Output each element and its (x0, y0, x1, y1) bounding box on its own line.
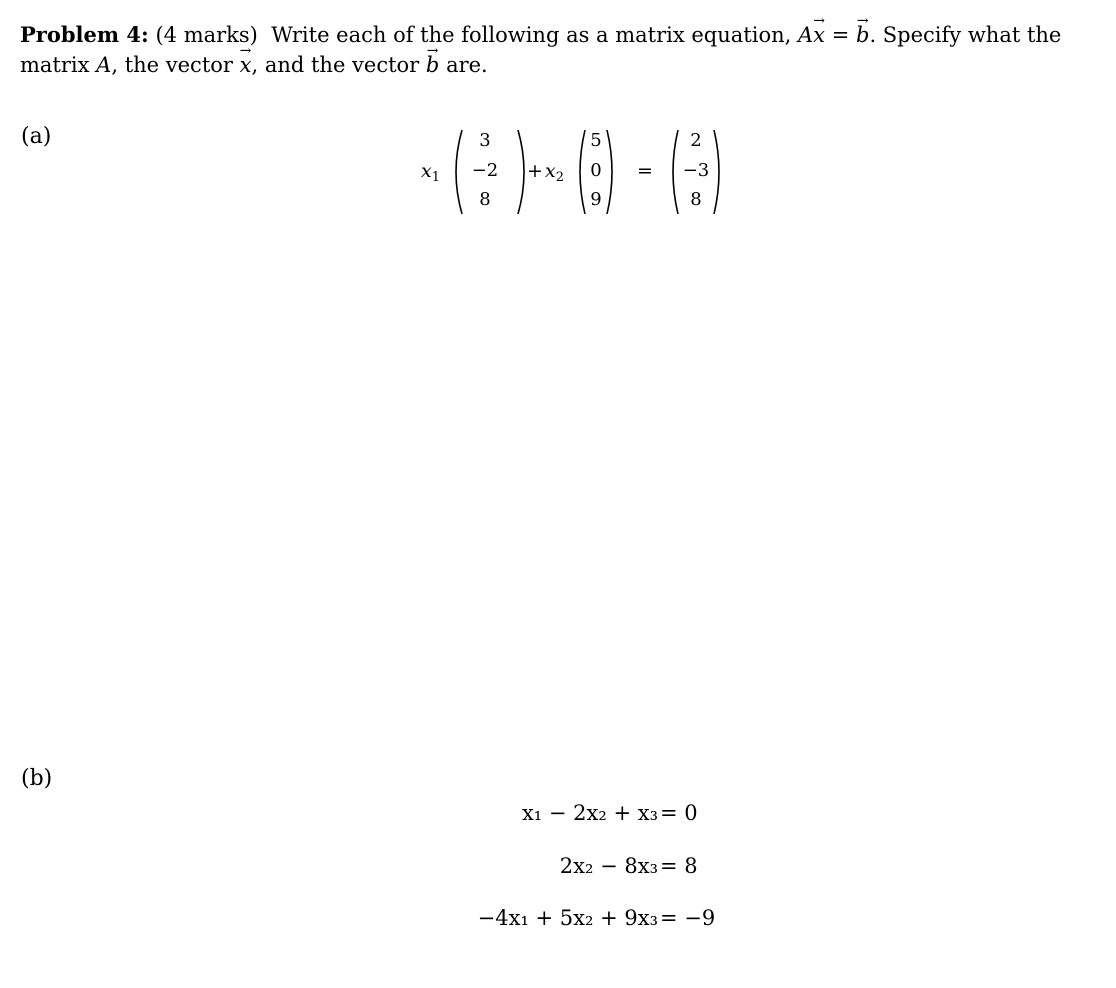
equation-3-lhs: −4x₁ + 5x₂ + 9x₃ (477, 906, 658, 930)
problem-text-3: , the vector (111, 53, 233, 77)
eq-x-vector: x → (813, 20, 825, 50)
x1-symbol: $x_1$ (421, 160, 440, 185)
plus-sign: + (527, 160, 543, 182)
eq-A: A (797, 23, 814, 47)
part-b-label: (b) (21, 766, 53, 791)
equals-sign: = (637, 160, 653, 182)
vector-3-entry: 2 (690, 130, 702, 151)
x2-symbol: $x_2$ (545, 160, 564, 185)
eq-equals: = (831, 23, 850, 47)
problem-text-2: . Specify what the matrix (20, 23, 1062, 77)
vector-2-entry: 9 (590, 189, 602, 210)
eq-b-vector: b → (856, 20, 869, 50)
vector-1-entry: 8 (479, 189, 491, 210)
equation-1-rhs: = 0 (660, 801, 698, 825)
problem-text-4: , and the vector (251, 53, 420, 77)
vector-2-entry: 0 (590, 160, 602, 181)
problem-text-5: are. (446, 53, 488, 77)
equation-2-lhs: 2x₂ − 8x₃ (559, 854, 658, 878)
part-a-label: (a) (21, 124, 52, 149)
vector-1-entry: −2 (471, 160, 499, 181)
text-b-vector: b → (426, 50, 439, 80)
equation-1-lhs: x₁ − 2x₂ + x₃ (521, 801, 658, 825)
equation-3-rhs: = −9 (660, 906, 716, 930)
vector-2-entry: 5 (590, 130, 602, 151)
text-x-vector: x → (240, 50, 252, 80)
vector-3-entry: 8 (690, 189, 702, 210)
problem-label: Problem 4: (20, 22, 149, 47)
vector-3-entry: −3 (682, 160, 710, 181)
text-A: A (96, 53, 112, 77)
problem-text-1: Write each of the following as a matrix equation, (271, 23, 792, 47)
equation-2-rhs: = 8 (660, 854, 698, 878)
problem-marks: (4 marks) (155, 23, 258, 47)
vector-1-entry: 3 (479, 130, 491, 151)
